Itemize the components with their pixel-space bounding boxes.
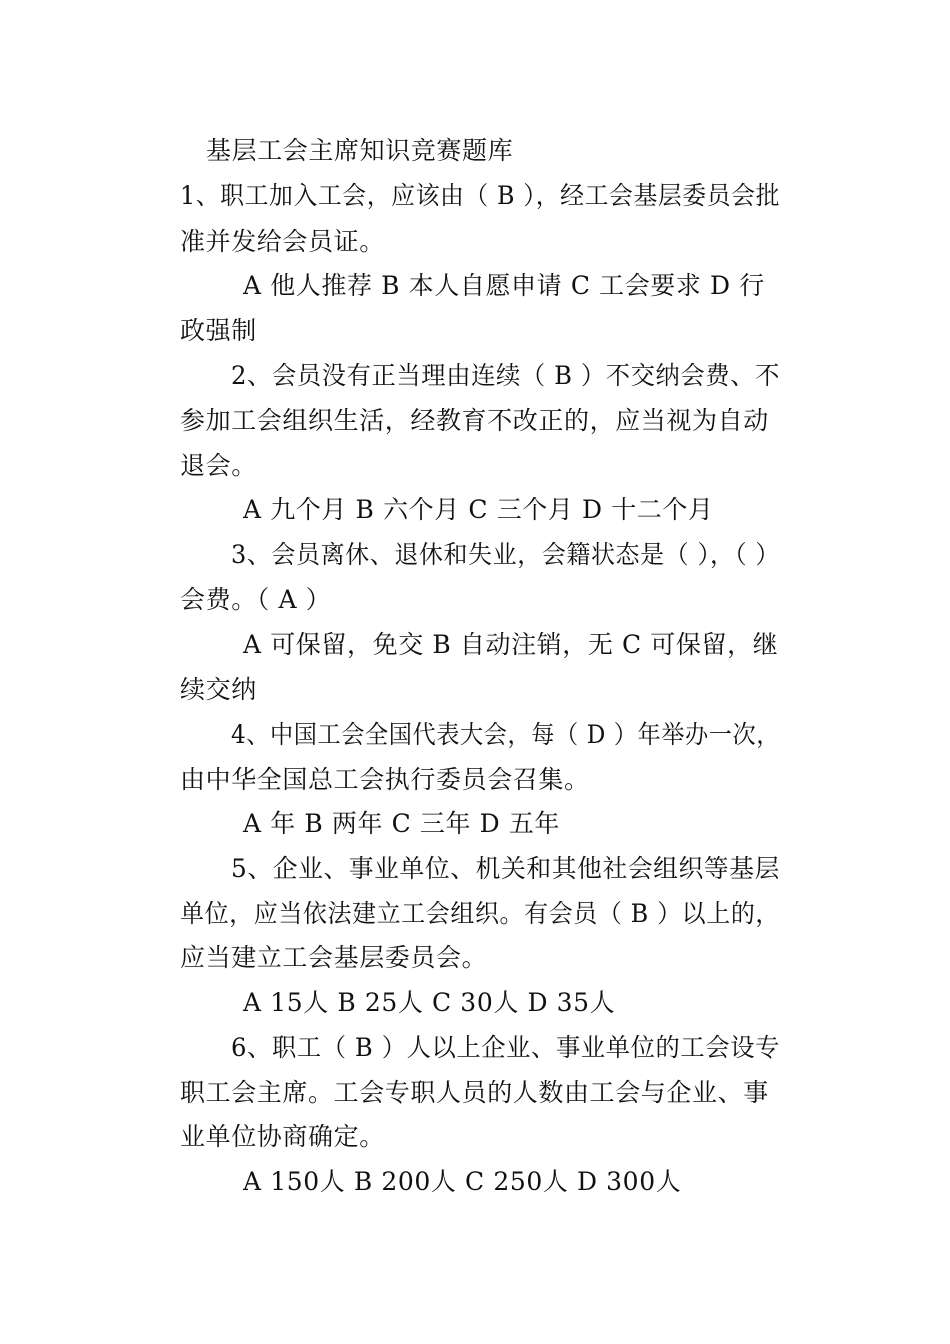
question-2-line-3: 退会。: [180, 451, 257, 480]
question-1-options-line-1: A 他人推荐 B 本人自愿申请 C 工会要求 D 行: [243, 271, 765, 300]
question-2-line-2: 参加工会组织生活，经教育不改正的，应当视为自动: [180, 406, 769, 435]
question-6-line-1: 6、职工（ B ）人以上企业、事业单位的工会设专: [231, 1033, 780, 1062]
question-3-options-line-1: A 可保留，免交 B 自动注销，无 C 可保留，继: [243, 630, 779, 659]
question-2-line-1: 2、会员没有正当理由连续（ B ）不交纳会费、不: [231, 361, 780, 390]
question-5-line-1: 5、企业、事业单位、机关和其他社会组织等基层: [231, 854, 781, 883]
question-3-line-1: 3、会员离休、退休和失业，会籍状态是（ ），（ ）: [231, 540, 780, 569]
question-5-options: A 15人 B 25人 C 30人 D 35人: [243, 988, 616, 1017]
question-5-line-3: 应当建立工会基层委员会。: [180, 943, 488, 972]
question-6-line-2: 职工会主席。工会专职人员的人数由工会与企业、事: [180, 1078, 769, 1107]
question-4-options: A 年 B 两年 C 三年 D 五年: [243, 809, 561, 838]
question-5-line-2: 单位，应当依法建立工会组织。有会员（ B ）以上的，: [180, 899, 781, 928]
question-3-options-line-2: 续交纳: [180, 675, 257, 704]
document-title: 基层工会主席知识竞赛题库: [206, 136, 514, 165]
question-3-line-2: 会费。（ A ）: [180, 585, 332, 614]
question-2-options: A 九个月 B 六个月 C 三个月 D 十二个月: [243, 495, 714, 524]
question-6-line-3: 业单位协商确定。: [180, 1122, 385, 1151]
question-4-line-1: 4、中国工会全国代表大会，每（ D ）年举办一次，: [231, 720, 781, 749]
question-6-options: A 150人 B 200人 C 250人 D 300人: [243, 1167, 682, 1196]
question-1-options-line-2: 政强制: [180, 316, 257, 345]
question-4-line-2: 由中华全国总工会执行委员会召集。: [180, 765, 590, 794]
question-1-line-1: 1、职工加入工会，应该由（ B ），经工会基层委员会批: [180, 181, 781, 210]
question-1-line-2: 准并发给会员证。: [180, 227, 385, 256]
